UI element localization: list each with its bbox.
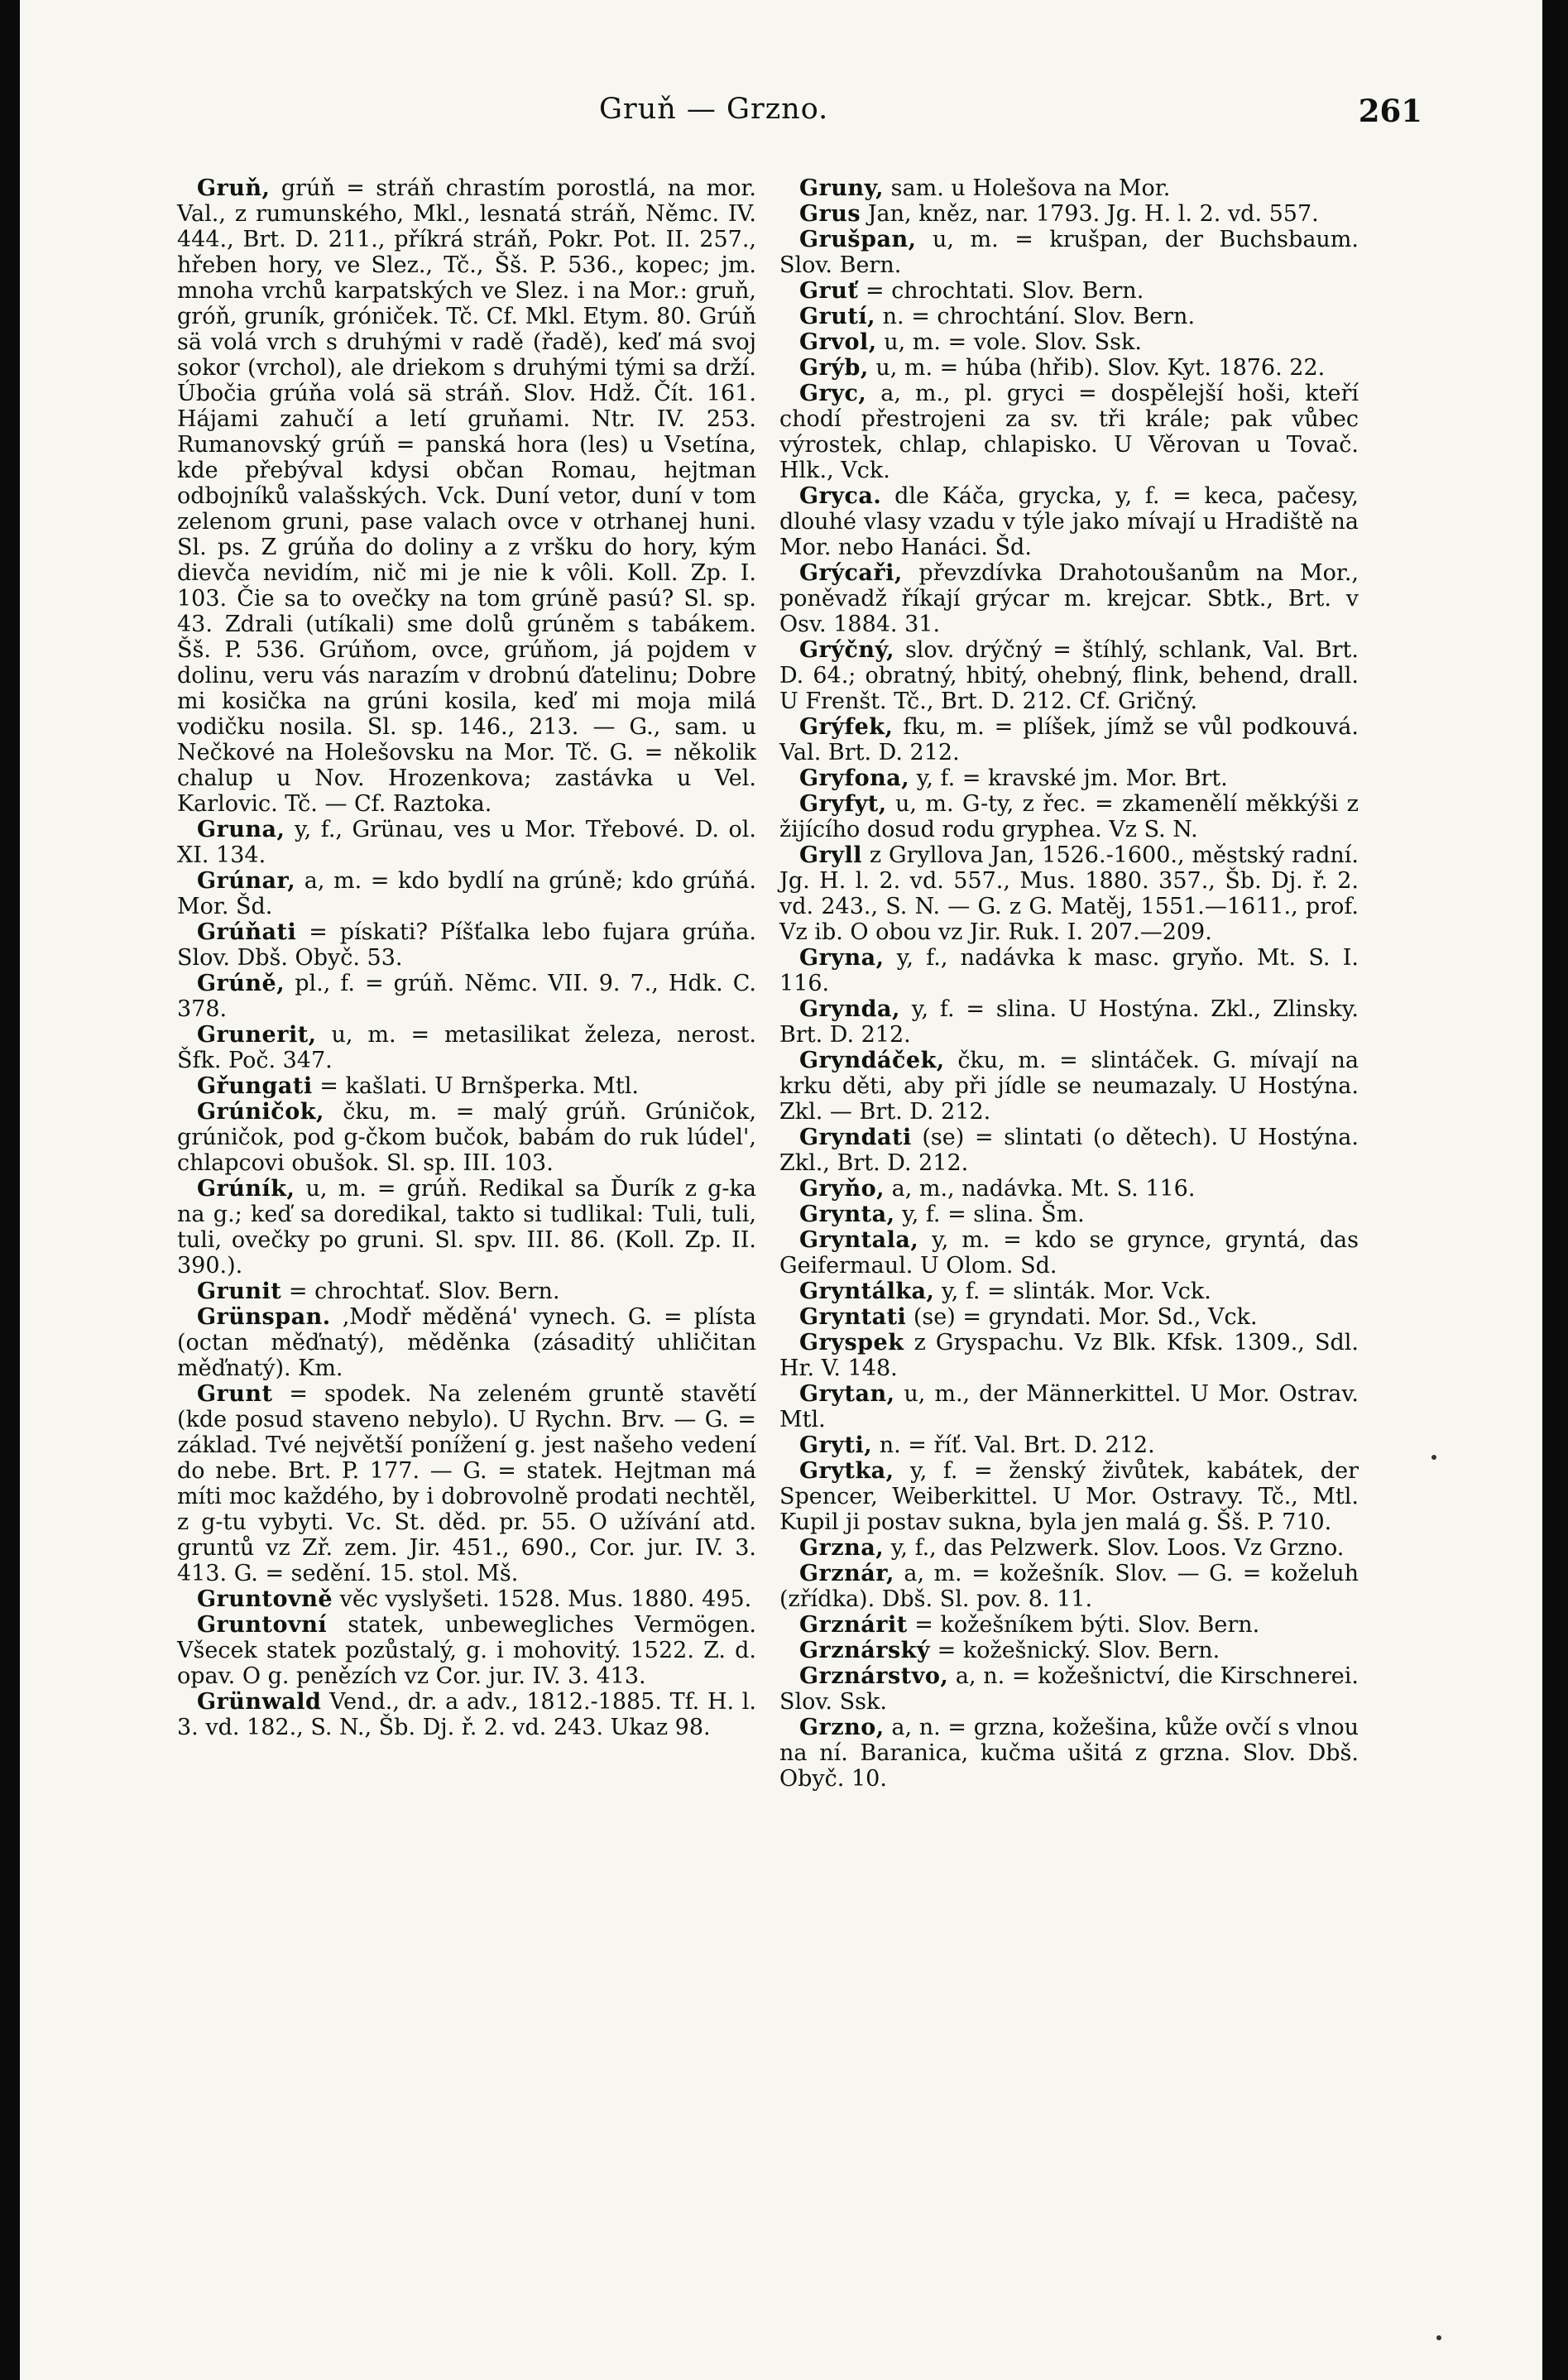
entry-definition: ‚Modř měděná' vynech. G. = plísta (octan měďnatý), měděnka (zásaditý uhličitan měďnatý). Km.: [177, 1304, 756, 1381]
right-column: [779, 175, 1359, 1792]
entry-headword: Gryspek: [799, 1330, 904, 1356]
dictionary-entry: [779, 1304, 1359, 1330]
left-column: [177, 175, 756, 1740]
entry-definition: u, m. = grúň. Redikal sa Ďurík z g-ka na g.; keď sa doredikal, takto si tudlikal: Tuli, tuli, tuli, ovečky po gruni. Sl. spv. III. 86. (Koll. Zp. II. 390.).: [177, 1176, 756, 1279]
dictionary-entry: [177, 1279, 756, 1304]
dictionary-entry: [779, 1612, 1359, 1638]
dictionary-entry: [779, 1227, 1359, 1279]
dictionary-entry: [779, 791, 1359, 842]
entry-headword: Grunt: [197, 1381, 273, 1407]
entry-definition: fku, m. = plíšek, jímž se vůl podkouvá. Val. Brt. D. 212.: [779, 714, 1359, 765]
entry-headword: Gryndáček,: [799, 1048, 945, 1073]
dictionary-entry: [779, 560, 1359, 637]
entry-headword: Gryti,: [799, 1432, 873, 1458]
entry-definition: = kožešníkem býti. Slov. Bern.: [914, 1612, 1260, 1638]
dictionary-entry: [177, 1176, 756, 1279]
ink-speck: [1431, 1455, 1436, 1460]
entry-headword: Grýb,: [799, 355, 869, 381]
entry-definition: y, f., Grünau, ves u Mor. Třebové. D. ol. XI. 134.: [177, 817, 756, 868]
dictionary-entry: [779, 1381, 1359, 1432]
entry-headword: Grunerit,: [197, 1022, 317, 1048]
entry-definition: věc vyslyšeti. 1528. Mus. 1880. 495.: [339, 1586, 752, 1612]
dictionary-entry: [779, 175, 1359, 201]
entry-headword: Grúňati: [197, 919, 297, 945]
entry-headword: Gryntálka,: [799, 1279, 935, 1304]
dictionary-entry: [177, 919, 756, 971]
entry-headword: Gryndati: [799, 1125, 912, 1150]
dictionary-entry: [177, 1304, 756, 1381]
entry-definition: y, f. = kravské jm. Mor. Brt.: [916, 765, 1228, 791]
entry-headword: Grus: [799, 201, 861, 227]
dictionary-entry: [779, 765, 1359, 791]
dictionary-entry: [177, 1381, 756, 1586]
dictionary-entry: [779, 304, 1359, 329]
entry-headword: Gryna,: [799, 945, 885, 971]
entry-headword: Grznárstvo,: [799, 1663, 949, 1689]
entry-headword: Gryc,: [799, 381, 867, 406]
entry-definition: = chrochtať. Slov. Bern.: [288, 1279, 560, 1304]
entry-headword: Gryntati: [799, 1304, 907, 1330]
entry-definition: čku, m. = malý grúň. Grúničok, grúničok, pod g-čkom bučok, babám do ruk lúdel', chlapcovi obušok. Sl. sp. III. 103.: [177, 1099, 756, 1176]
entry-definition: y, f., nadávka k masc. gryňo. Mt. S. I. 116.: [779, 945, 1359, 996]
entry-headword: Grzna,: [799, 1535, 885, 1561]
dictionary-entry: [177, 175, 756, 817]
entry-definition: z Gryspachu. Vz Blk. Kfsk. 1309., Sdl. Hr. V. 148.: [779, 1330, 1359, 1381]
entry-headword: Grunit: [197, 1279, 282, 1304]
page-header: [20, 93, 1542, 142]
dictionary-entry: [177, 1689, 756, 1740]
entry-definition: sam. u Holešova na Mor.: [890, 175, 1171, 201]
entry-definition: = kožešnický. Slov. Bern.: [937, 1638, 1220, 1663]
dictionary-entry: [779, 996, 1359, 1048]
entry-definition: = chrochtati. Slov. Bern.: [865, 278, 1144, 304]
entry-definition: u, m. = húba (hřib). Slov. Kyt. 1876. 22.: [875, 355, 1326, 381]
entry-definition: u, m. = vole. Slov. Ssk.: [884, 329, 1142, 355]
entry-definition: z Gryllova Jan, 1526.-1600., městský radní. Jg. H. l. 2. vd. 557., Mus. 1880. 357., Šb. Dj. ř. 2. vd. 243., S. N. — G. z G. Matěj, 1551.—1611., prof. Vz ib. O obou vz Jir. Ruk. I. 207.—209.: [779, 842, 1359, 945]
dictionary-entry: [779, 381, 1359, 483]
entry-headword: Gruntovní: [197, 1612, 328, 1638]
entry-headword: Grzno,: [799, 1715, 885, 1740]
entry-definition: u, m. = krušpan, der Buchsbaum. Slov. Bern.: [779, 227, 1359, 278]
entry-headword: Grznárský: [799, 1638, 931, 1663]
entry-definition: dle Káča, grycka, y, f. = keca, pačesy, dlouhé vlasy vzadu v týle jako mívají u Hradiště na Mor. nebo Hanáci. Šd.: [779, 483, 1359, 560]
entry-definition: = kašlati. U Brnšperka. Mtl.: [319, 1073, 639, 1099]
entry-headword: Grytan,: [799, 1381, 895, 1407]
entry-headword: Grúně,: [197, 971, 285, 996]
page-number: 261: [1358, 93, 1422, 129]
entry-headword: Grutí,: [799, 304, 876, 329]
dictionary-entry: [779, 714, 1359, 765]
entry-definition: a, m., nadávka. Mt. S. 116.: [891, 1176, 1196, 1202]
dictionary-entry: [177, 817, 756, 868]
dictionary-entry: [779, 1638, 1359, 1663]
dictionary-entry: [779, 1535, 1359, 1561]
entry-definition: a, n. = kožešnictví, die Kirschnerei. Slov. Ssk.: [779, 1663, 1359, 1715]
entry-definition: n. = říť. Val. Brt. D. 212.: [879, 1432, 1155, 1458]
entry-headword: Gruť: [799, 278, 859, 304]
dictionary-entry: [779, 1663, 1359, 1715]
entry-headword: Gruny,: [799, 175, 885, 201]
entry-definition: slov. drýčný = štíhlý, schlank, Val. Brt. D. 64.; obratný, hbitý, ohebný, flink, behend, drall. U Frenšt. Tč., Brt. D. 212. Cf. Gričný.: [779, 637, 1359, 714]
entry-headword: Gruna,: [197, 817, 285, 842]
entry-headword: Grznárit: [799, 1612, 908, 1638]
entry-definition: u, m. = metasilikat železa, nerost. Šfk. Poč. 347.: [177, 1022, 756, 1073]
dictionary-entry: [177, 868, 756, 919]
entry-headword: Gryll: [799, 842, 862, 868]
dictionary-entry: [177, 1586, 756, 1612]
entry-definition: = spodek. Na zeleném gruntě stavětí (kde posud staveno nebylo). U Rychn. Brv. — G. = základ. Tvé největší ponížení g. jest našeho vedení do nebe. Brt. P. 177. — G. = statek. Hejtman má míti moc každého, by i dobrovolně prodati nechtěl, z g-tu vybyti. Vc. St. děd. pr. 55. O užívání atd. gruntů vz Zř. zem. Jir. 451., 690., Cor. jur. IV. 3. 413. G. = sedění. 15. stol. Mš.: [177, 1381, 756, 1586]
entry-headword: Grynta,: [799, 1202, 895, 1227]
entry-headword: Gryňo,: [799, 1176, 885, 1202]
dictionary-entry: [779, 278, 1359, 304]
dictionary-entry: [177, 1612, 756, 1689]
entry-definition: a, m. = kdo bydlí na grúně; kdo grúňá. Mor. Šd.: [177, 868, 757, 919]
dictionary-entry: [177, 971, 756, 1022]
dictionary-entry: [779, 329, 1359, 355]
entry-headword: Gruň,: [197, 175, 271, 201]
dictionary-entry: [779, 227, 1359, 278]
entry-definition: y, f., das Pelzwerk. Slov. Loos. Vz Grzno.: [890, 1535, 1345, 1561]
entry-definition: y, f. = slinták. Mor. Vck.: [942, 1279, 1211, 1304]
dictionary-entry: [779, 945, 1359, 996]
dictionary-entry: [779, 355, 1359, 381]
entry-headword: Gryfyt,: [799, 791, 887, 817]
entry-definition: y, m. = kdo se grynce, gryntá, das Geifermaul. U Olom. Sd.: [779, 1227, 1359, 1279]
entry-headword: Grünspan.: [197, 1304, 331, 1330]
dictionary-entry: [779, 1125, 1359, 1176]
entry-definition: a, m., pl. gryci = dospělejší hoši, kteří chodí přestrojeni za sv. tři krále; pak vůbec výrostek, chlap, chlapisko. U Věrovan u Tovač. Hlk., Vck.: [779, 381, 1359, 483]
entry-definition: převzdívka Drahotoušanům na Mor., poněvadž říkají grýcar m. krejcar. Sbtk., Brt. v Osv. 1884. 31.: [779, 560, 1359, 637]
dictionary-entry: [779, 1176, 1359, 1202]
entry-definition: čku, m. = slintáček. G. mívají na krku děti, aby při jídle se neumazaly. U Hostýna. Zkl. — Brt. D. 212.: [779, 1048, 1359, 1125]
entry-definition: y, f. = slina. Šm.: [902, 1202, 1085, 1227]
entry-definition: y, f. = slina. U Hostýna. Zkl., Zlinsky. Brt. D. 212.: [779, 996, 1359, 1048]
entry-headword: Grznár,: [799, 1561, 894, 1586]
entry-headword: Grušpan,: [799, 227, 917, 252]
dictionary-entry: [779, 1279, 1359, 1304]
entry-definition: a, n. = grzna, kožešina, kůže ovčí s vlnou na ní. Baranica, kučma ušitá z grzna. Slov. Dbš. Obyč. 10.: [779, 1715, 1359, 1792]
dictionary-entry: [779, 1330, 1359, 1381]
ink-speck: [1436, 2335, 1441, 2340]
entry-headword: Gryntala,: [799, 1227, 919, 1253]
entry-definition: (se) = gryndati. Mor. Sd., Vck.: [913, 1304, 1258, 1330]
entry-definition: statek, unbewegliches Vermögen. Všecek statek pozůstalý, g. i mohovitý. 1522. Z. d. opav. O g. penězích vz Cor. jur. IV. 3. 413.: [177, 1612, 756, 1689]
entry-headword: Grýfek,: [799, 714, 894, 740]
entry-headword: Gruntovně: [197, 1586, 333, 1612]
entry-headword: Grúničok,: [197, 1099, 324, 1125]
entry-definition: Vend., dr. a adv., 1812.-1885. Tf. H. l. 3. vd. 182., S. N., Šb. Dj. ř. 2. vd. 243. Ukaz 98.: [177, 1689, 756, 1740]
dictionary-entry: [177, 1073, 756, 1099]
dictionary-entry: [779, 1458, 1359, 1535]
dictionary-entry: [779, 483, 1359, 560]
dictionary-entry: [779, 1432, 1359, 1458]
dictionary-entry: [779, 842, 1359, 945]
entry-definition: = pískati? Píšťalka lebo fujara grúňa. Slov. Dbš. Obyč. 53.: [177, 919, 756, 971]
running-head: Gruň — Grzno.: [599, 93, 829, 126]
dictionary-entry: [779, 1202, 1359, 1227]
entry-headword: Grúnar,: [197, 868, 296, 894]
entry-headword: Gryca.: [799, 483, 882, 509]
dictionary-entry: [779, 1048, 1359, 1125]
entry-headword: Grynda,: [799, 996, 900, 1022]
entry-headword: Grvol,: [799, 329, 877, 355]
dictionary-entry: [779, 201, 1359, 227]
entry-definition: u, m., der Männerkittel. U Mor. Ostrav. Mtl.: [779, 1381, 1359, 1432]
dictionary-entry: [779, 1715, 1359, 1792]
entry-definition: pl., f. = grúň. Němc. VII. 9. 7., Hdk. C. 378.: [177, 971, 756, 1022]
entry-headword: Grýčný,: [799, 637, 895, 663]
dictionary-page: [20, 0, 1542, 2380]
entry-headword: Grytka,: [799, 1458, 894, 1484]
entry-definition: n. = chrochtání. Slov. Bern.: [882, 304, 1196, 329]
dictionary-entry: [177, 1099, 756, 1176]
entry-headword: Gřungati: [197, 1073, 313, 1099]
dictionary-entry: [177, 1022, 756, 1073]
entry-definition: grúň = stráň chrastím porostlá, na mor. Val., z rumunského, Mkl., lesnatá stráň, Němc. IV. 444., Brt. D. 211., příkrá stráň, Pokr. Pot. II. 257., hřeben hory, ve Slez., Tč., Šš. P. 536., kopec; jm. mnoha vrchů karpatských ve Slez. i na Mor.: gruň, gróň, gruník, gróniček. Tč. Cf. Mkl. Etym. 80. Grúň sä volá vrch s druhými v radě (řadě), keď má svoj sokor (vrchol), ale driekom s druhými tými sa drží. Úbočia grúňa volá sä stráň. Slov. Hdž. Čít. 161. Hájami zahučí a letí gruňami. Ntr. IV. 253. Rumanovský grúň = panská hora (les) u Vsetína, kde přebýval kdysi občan Romau, hejtman odbojníků valašských. Vck. Duní vetor, duní v tom zelenom gruni, pase valach ovce v otrhanej huni. Sl. ps. Z grúňa do doliny a z vršku do hory, kým dievča nevidím, nič mi je nie k vôli. Koll. Zp. I. 103. Čie sa to ovečky na tom grúně pasú? Sl. sp. 43. Zdrali (utíkali) sme dolů grúněm s tabákem. Šš. P. 536. Grúňom, ovce, grúňom, já pojdem v dolinu, veru vás narazím v drobnú ďatelinu; Dobre mi kosička na grúni kosila, keď mi moja milá vodičku nosila. Sl. sp. 146., 213. — G., sam. u Nečkové na Holešovsku na Mor. Tč. G. = několik chalup u Nov. Hrozenkova; zastávka u Vel. Karlovic. Tč. — Cf. Raztoka.: [177, 175, 756, 817]
dictionary-entry: [779, 1561, 1359, 1612]
entry-headword: Gryfona,: [799, 765, 910, 791]
dictionary-entry: [779, 637, 1359, 714]
entry-definition: a, m. = kožešník. Slov. — G. = koželuh (zřídka). Dbš. Sl. pov. 8. 11.: [779, 1561, 1359, 1612]
entry-headword: Grýcaři,: [799, 560, 903, 586]
entry-definition: y, f. = ženský živůtek, kabátek, der Spencer, Weiberkittel. U Mor. Ostravy. Tč., Mtl. Kupil ji postav sukna, byla jen malá g. Šš. P. 710.: [779, 1458, 1359, 1535]
entry-definition: (se) = slintati (o dětech). U Hostýna. Zkl., Brt. D. 212.: [779, 1125, 1359, 1176]
entry-definition: u, m. G-ty, z řec. = zkamenělí měkkýši z žijícího dosud rodu gryphea. Vz S. N.: [779, 791, 1359, 842]
entry-definition: Jan, kněz, nar. 1793. Jg. H. l. 2. vd. 557.: [867, 201, 1319, 227]
entry-headword: Grúník,: [197, 1176, 295, 1202]
entry-headword: Grünwald: [197, 1689, 322, 1715]
